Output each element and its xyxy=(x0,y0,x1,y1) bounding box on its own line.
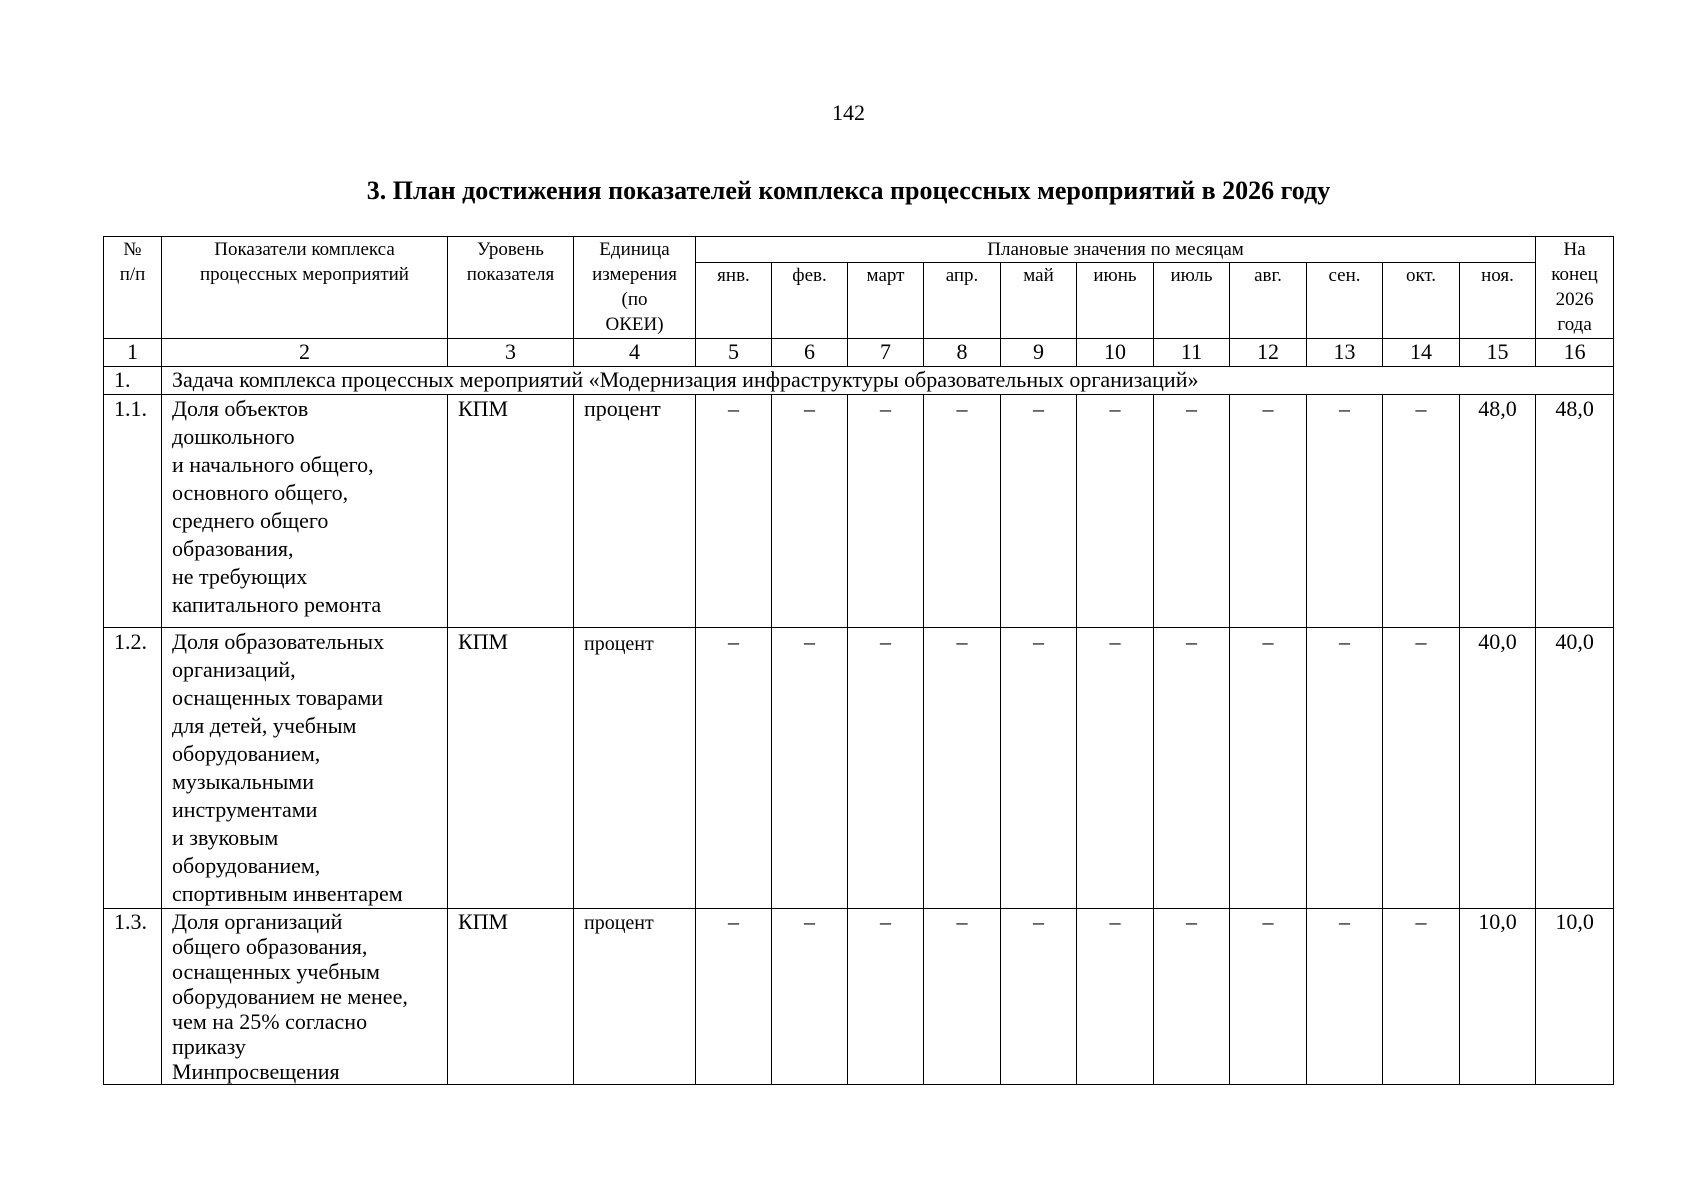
month-value: – xyxy=(1077,395,1154,628)
header-month: ноя. xyxy=(1460,263,1536,339)
indicator-line: общего образования, xyxy=(172,934,368,959)
column-number: 6 xyxy=(772,339,848,367)
header-month: сен. xyxy=(1307,263,1383,339)
month-value: – xyxy=(1383,909,1460,1085)
header-unit-line: Единица xyxy=(599,239,670,260)
month-value: – xyxy=(924,395,1001,628)
row-number: 1.3. xyxy=(104,909,162,1085)
header-month: окт. xyxy=(1383,263,1460,339)
page-number: 142 xyxy=(832,100,865,125)
row-number: 1.2. xyxy=(104,628,162,909)
indicator-line: капитального ремонта xyxy=(172,592,382,617)
indicator-line: основного общего, xyxy=(172,480,349,505)
indicator-line: оборудованием, xyxy=(172,853,321,878)
header-level-line: Уровень xyxy=(477,239,544,260)
header-month: июль xyxy=(1154,263,1230,339)
indicator-line: инструментами xyxy=(172,797,318,822)
month-value: – xyxy=(1230,395,1307,628)
indicator-line: оснащенных учебным xyxy=(172,959,380,984)
month-value: – xyxy=(1077,909,1154,1085)
month-value: – xyxy=(1077,628,1154,909)
column-number: 13 xyxy=(1307,339,1383,367)
header-level xyxy=(448,237,574,339)
indicator-line: музыкальными xyxy=(172,769,314,794)
header-number-line: п/п xyxy=(119,264,146,285)
indicator-line: образования, xyxy=(172,536,294,561)
column-number: 14 xyxy=(1383,339,1460,367)
indicator-name xyxy=(162,909,448,1085)
month-value: – xyxy=(1001,909,1077,1085)
header-end-of-year-line: На xyxy=(1563,239,1586,260)
month-value: – xyxy=(848,909,924,1085)
indicator-line: среднего общего xyxy=(172,508,329,533)
indicator-level: КПМ xyxy=(448,395,574,628)
document-title: 3. План достижения показателей комплекса процессных мероприятий в 2026 году xyxy=(366,176,1331,205)
indicator-line: оснащенных товарами xyxy=(172,685,384,710)
indicator-line: спортивным инвентарем xyxy=(172,881,403,906)
header-month: апр. xyxy=(924,263,1001,339)
indicator-line: оборудованием не менее, xyxy=(172,984,408,1009)
month-value: – xyxy=(1230,628,1307,909)
indicator-line: организаций, xyxy=(172,657,296,682)
column-number: 8 xyxy=(924,339,1001,367)
indicator-line: приказу xyxy=(172,1034,246,1059)
month-value: – xyxy=(772,628,848,909)
column-number: 16 xyxy=(1536,339,1614,367)
header-indicators-line: Показатели комплекса xyxy=(214,239,395,260)
indicator-unit: процент xyxy=(574,628,696,909)
header-end-of-year-line: года xyxy=(1557,314,1592,335)
indicator-line: не требующих xyxy=(172,564,308,589)
indicator-line: и звуковым xyxy=(172,825,279,850)
indicator-unit: процент xyxy=(574,395,696,628)
month-value: – xyxy=(1230,909,1307,1085)
month-value: – xyxy=(1307,628,1383,909)
row-number: 1.1. xyxy=(104,395,162,628)
column-number: 11 xyxy=(1154,339,1230,367)
header-number xyxy=(104,237,162,339)
month-value: – xyxy=(1001,395,1077,628)
end-of-year-value: 48,0 xyxy=(1536,395,1614,628)
month-value: – xyxy=(1307,395,1383,628)
table-row xyxy=(104,628,1614,909)
month-value: – xyxy=(772,909,848,1085)
column-number: 4 xyxy=(574,339,696,367)
end-of-year-value: 40,0 xyxy=(1536,628,1614,909)
indicator-name xyxy=(162,395,448,628)
header-planned-values: Плановые значения по месяцам xyxy=(696,237,1536,263)
column-number: 15 xyxy=(1460,339,1536,367)
month-value: – xyxy=(696,909,772,1085)
indicator-level: КПМ xyxy=(448,909,574,1085)
month-value: – xyxy=(1383,628,1460,909)
indicator-line: Доля организаций xyxy=(172,909,343,934)
header-unit-line: (по xyxy=(621,289,648,310)
header-month: авг. xyxy=(1230,263,1307,339)
header-month: янв. xyxy=(696,263,772,339)
month-value: – xyxy=(1001,628,1077,909)
indicator-name xyxy=(162,628,448,909)
month-value: – xyxy=(696,628,772,909)
indicator-line: и начального общего, xyxy=(172,452,374,477)
column-number: 5 xyxy=(696,339,772,367)
month-value: – xyxy=(1154,395,1230,628)
header-month: июнь xyxy=(1077,263,1154,339)
header-end-of-year xyxy=(1536,237,1614,339)
column-number: 7 xyxy=(848,339,924,367)
header-month: май xyxy=(1001,263,1077,339)
indicator-line: чем на 25% согласно xyxy=(172,1009,368,1034)
task-row xyxy=(104,367,1614,395)
header-month: март xyxy=(848,263,924,339)
month-value: – xyxy=(924,909,1001,1085)
header-unit-line: измерения xyxy=(592,264,677,285)
month-value: 10,0 xyxy=(1460,909,1536,1085)
header-indicators-line: процессных мероприятий xyxy=(200,264,409,285)
month-value: – xyxy=(772,395,848,628)
indicator-line: для детей, учебным xyxy=(172,713,357,738)
month-value: 48,0 xyxy=(1460,395,1536,628)
header-month: фев. xyxy=(772,263,848,339)
column-number: 10 xyxy=(1077,339,1154,367)
month-value: – xyxy=(1154,909,1230,1085)
indicators-plan-table xyxy=(103,236,1614,1085)
indicator-unit: процент xyxy=(574,909,696,1085)
task-number: 1. xyxy=(104,367,162,395)
end-of-year-value: 10,0 xyxy=(1536,909,1614,1085)
indicator-line: Доля образовательных xyxy=(172,629,385,654)
indicator-line: оборудованием, xyxy=(172,741,321,766)
indicator-line: Минпросвещения xyxy=(172,1059,340,1084)
column-number: 2 xyxy=(162,339,448,367)
header-number-line: № xyxy=(123,239,142,260)
column-number: 12 xyxy=(1230,339,1307,367)
table-row xyxy=(104,909,1614,1085)
indicator-line: Доля объектов xyxy=(172,396,309,421)
task-text: Задача комплекса процессных мероприятий «Модернизация инфраструктуры образовательных организаций» xyxy=(162,367,1614,395)
month-value: – xyxy=(696,395,772,628)
column-number: 3 xyxy=(448,339,574,367)
indicator-level: КПМ xyxy=(448,628,574,909)
month-value: – xyxy=(1307,909,1383,1085)
month-value: – xyxy=(924,628,1001,909)
header-end-of-year-line: 2026 xyxy=(1555,289,1594,310)
header-unit xyxy=(574,237,696,339)
column-number: 9 xyxy=(1001,339,1077,367)
header-indicators xyxy=(162,237,448,339)
header-end-of-year-line: конец xyxy=(1551,264,1598,285)
month-value: – xyxy=(1383,395,1460,628)
month-value: – xyxy=(848,395,924,628)
table-row xyxy=(104,395,1614,628)
indicator-line: дошкольного xyxy=(172,424,295,449)
column-numbers-row xyxy=(104,339,1614,367)
month-value: – xyxy=(848,628,924,909)
header-unit-line: ОКЕИ) xyxy=(605,314,664,335)
month-value: – xyxy=(1154,628,1230,909)
column-number: 1 xyxy=(104,339,162,367)
header-level-line: показателя xyxy=(466,264,555,285)
month-value: 40,0 xyxy=(1460,628,1536,909)
